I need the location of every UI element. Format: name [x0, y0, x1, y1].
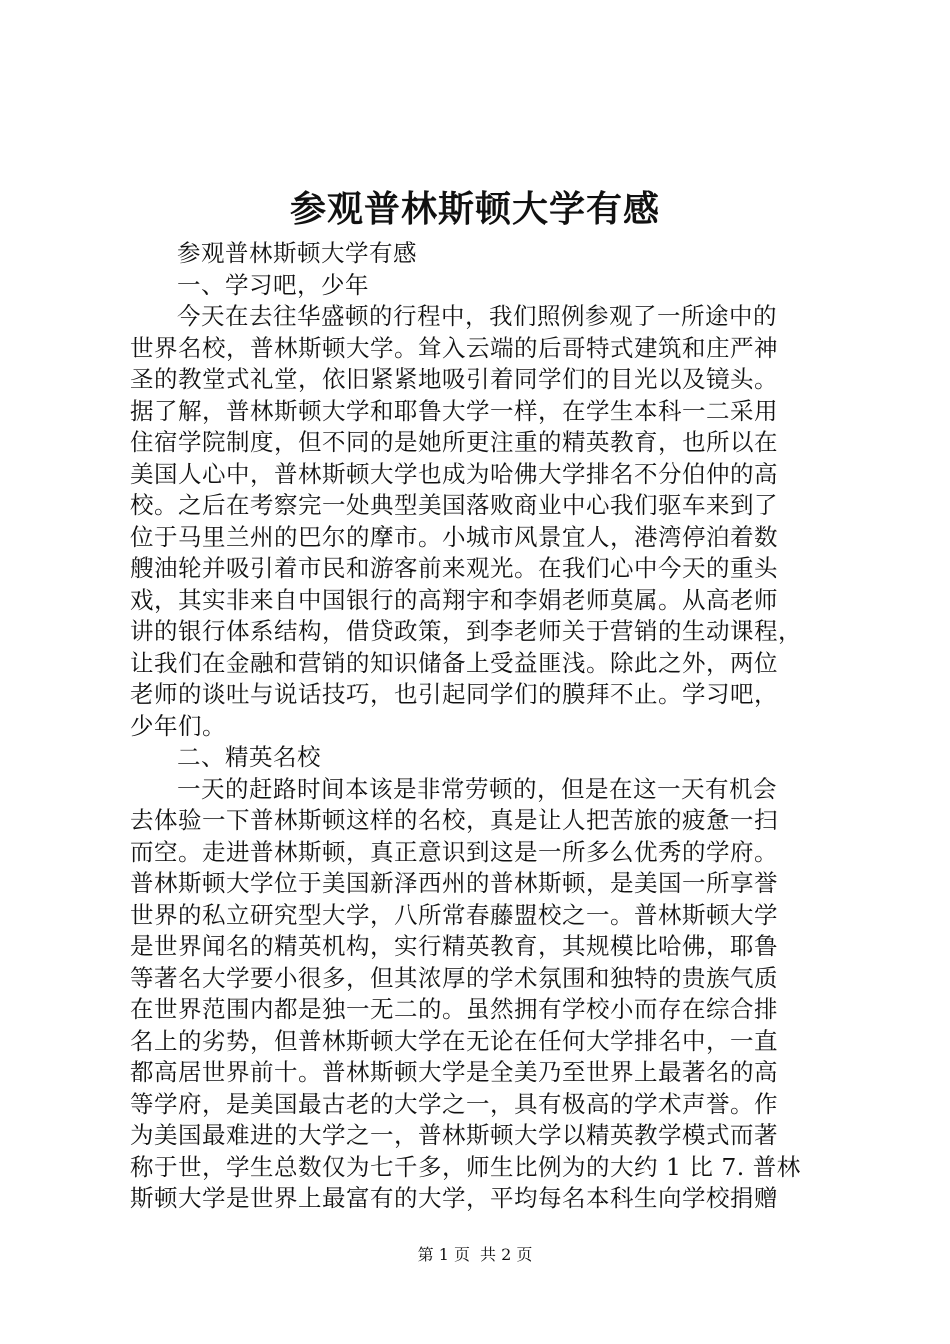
paragraph-line: 少年们。: [130, 711, 226, 740]
subtitle-line: 参观普林斯顿大学有感: [177, 239, 417, 267]
document-title: 参观普林斯顿大学有感: [289, 188, 660, 230]
paragraph-line: 艘油轮并吸引着市民和游客前来观光。在我们心中今天的重头: [130, 554, 778, 582]
paragraph-line: 去体验一下普林斯顿这样的名校，真是让人把苦旅的疲惫一扫: [130, 806, 778, 834]
paragraph-line: 世界名校，普林斯顿大学。耸入云端的后哥特式建筑和庄严神: [130, 333, 778, 362]
paragraph-line: 等学府，是美国最古老的大学之一，具有极高的学术声誉。作: [130, 1089, 778, 1118]
paragraph-line: 圣的教堂式礼堂，依旧紧紧地吸引着同学们的目光以及镜头。: [130, 365, 778, 393]
paragraph-line: 美国人心中，普林斯顿大学也成为哈佛大学排名不分伯仲的高: [130, 459, 778, 488]
paragraph-line: 为美国最难进的大学之一，普林斯顿大学以精英教学模式而著: [130, 1121, 778, 1149]
paragraph-line: 普林斯顿大学位于美国新泽西州的普林斯顿，是美国一所享誉: [130, 869, 778, 897]
paragraph-line: 世界的私立研究型大学，八所常春藤盟校之一。普林斯顿大学: [130, 900, 778, 929]
paragraph-line: 是世界闻名的精英机构，实行精英教育，其规模比哈佛，耶鲁: [130, 932, 778, 960]
page-total: 共 2 页: [480, 1245, 533, 1264]
paragraph-line: 在世界范围内都是独一无二的。虽然拥有学校小而存在综合排: [130, 995, 778, 1023]
section-heading: 一、学习吧，少年: [177, 270, 369, 299]
page-number: 第 1 页: [417, 1245, 470, 1264]
paragraph-line: 等著名大学要小很多，但其浓厚的学术氛围和独特的贵族气质: [130, 963, 778, 992]
paragraph-line: 今天在去往华盛顿的行程中，我们照例参观了一所途中的: [177, 302, 777, 330]
paragraph-line: 而空。走进普林斯顿，真正意识到这是一所多么优秀的学府。: [130, 837, 778, 866]
page-footer: [0, 1244, 950, 1266]
paragraph-line: 讲的银行体系结构，借贷政策，到李老师关于营销的生动课程，: [130, 617, 802, 645]
paragraph-line: 位于马里兰州的巴尔的摩市。小城市风景宜人，港湾停泊着数: [130, 522, 778, 551]
paragraph-line: 都高居世界前十。普林斯顿大学是全美乃至世界上最著名的高: [130, 1058, 778, 1086]
paragraph-line: 让我们在金融和营销的知识储备上受益匪浅。除此之外，两位: [130, 648, 778, 677]
paragraph-line: 称于世，学生总数仅为七千多，师生比例为的大约 1 比 7. 普林: [130, 1152, 801, 1181]
section-heading: 二、精英名校: [177, 743, 321, 771]
paragraph-line: 校。之后在考察完一处典型美国落败商业中心我们驱车来到了: [130, 491, 778, 519]
paragraph-line: 一天的赶路时间本该是非常劳顿的，但是在这一天有机会: [177, 774, 777, 803]
paragraph-line: 住宿学院制度，但不同的是她所更注重的精英教育，也所以在: [130, 428, 778, 456]
paragraph-line: 斯顿大学是世界上最富有的大学，平均每名本科生向学校捐赠: [130, 1184, 778, 1212]
paragraph-line: 戏，其实非来自中国银行的高翔宇和李娟老师莫属。从高老师: [130, 585, 778, 614]
document-body: [130, 238, 835, 1215]
paragraph-line: 名上的劣势，但普林斯顿大学在无论在任何大学排名中，一直: [130, 1026, 778, 1055]
paragraph-line: 老师的谈吐与说话技巧，也引起同学们的膜拜不止。学习吧，: [130, 680, 778, 708]
paragraph-line: 据了解，普林斯顿大学和耶鲁大学一样，在学生本科一二采用: [130, 396, 778, 425]
